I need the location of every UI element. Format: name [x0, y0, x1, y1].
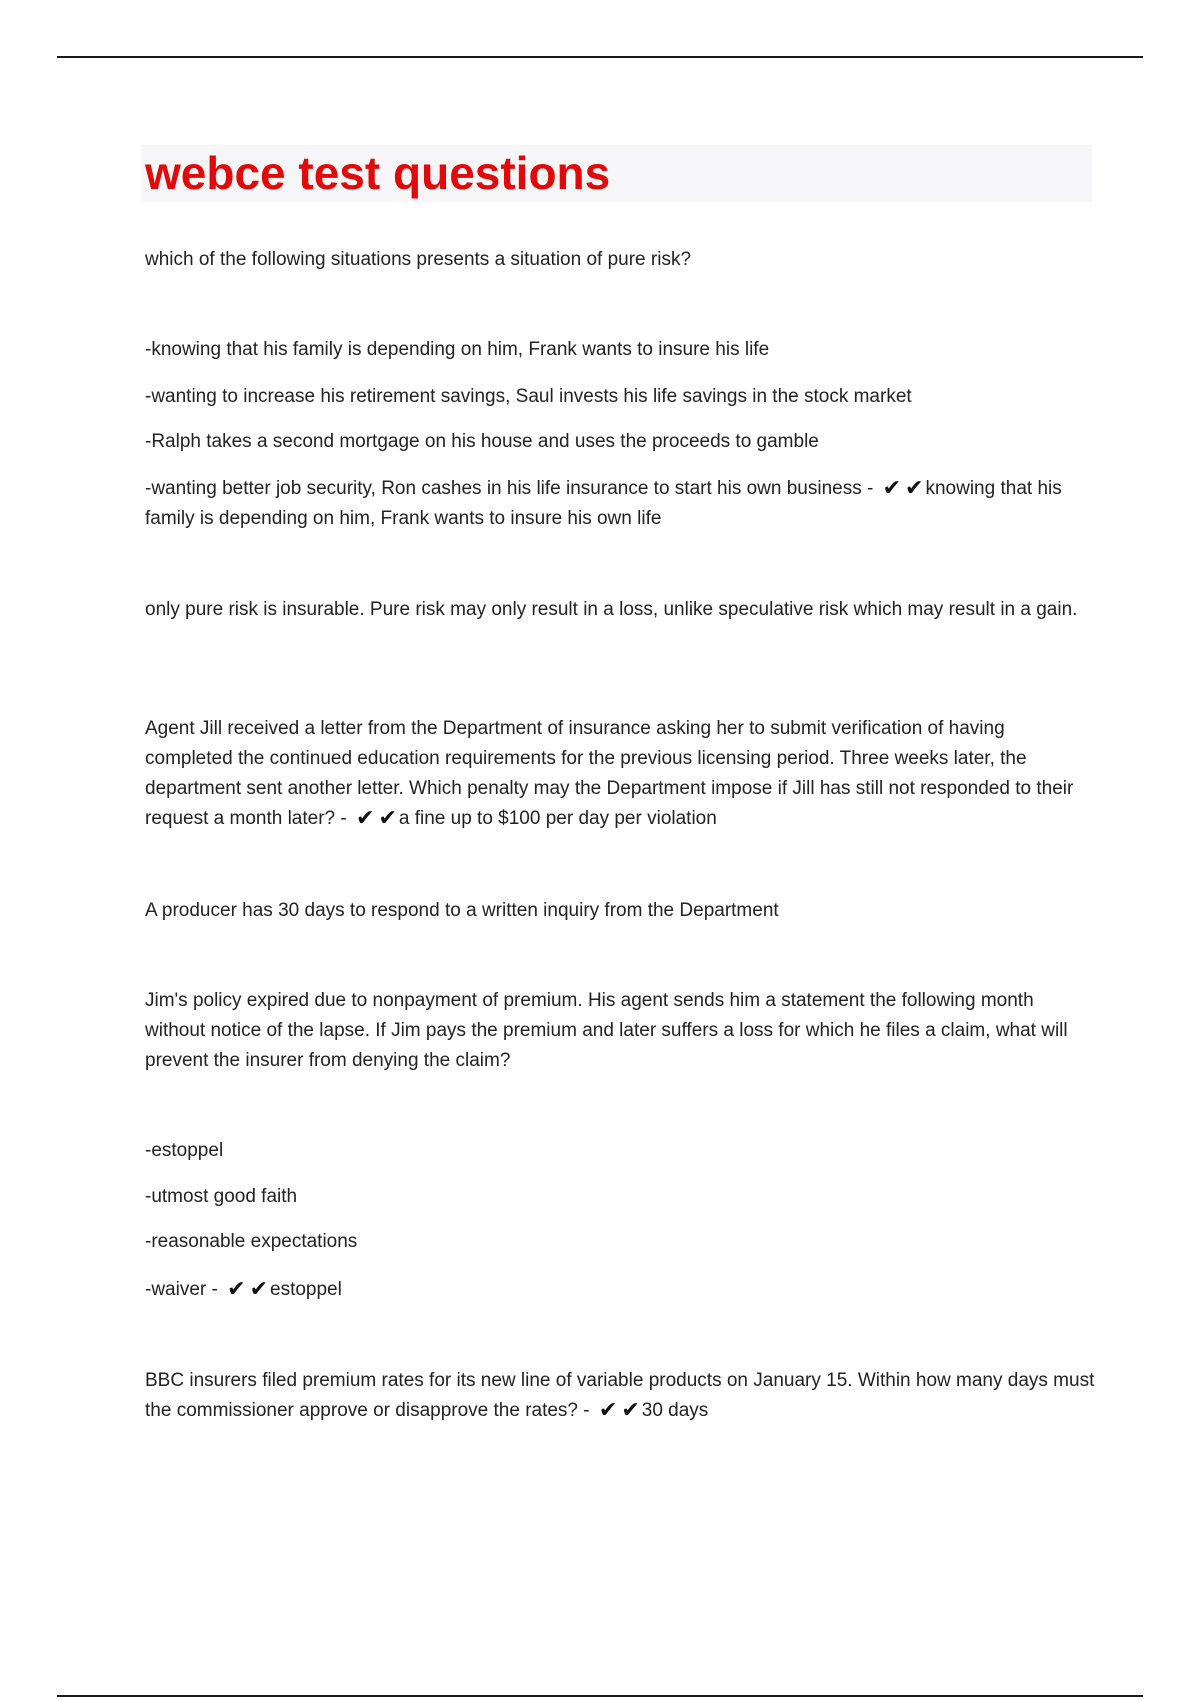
- check-icon: ✔: [378, 805, 397, 830]
- question-3-option: -utmost good faith: [145, 1186, 298, 1207]
- check-icon: ✔: [598, 1397, 618, 1422]
- check-icon: ✔: [227, 1276, 246, 1301]
- question-1-option: -wanting to increase his retirement savings, Saul invests his life savings in the stock market: [145, 386, 912, 407]
- check-icon: ✔: [882, 475, 902, 500]
- question-1-text: which of the following situations presents a situation of pure risk?: [145, 249, 692, 270]
- question-3-option: -waiver -: [145, 1279, 218, 1300]
- question-4-block: [145, 1366, 1095, 1426]
- question-1-last-option-with-answer: [145, 474, 1095, 534]
- question-4-text: BBC insurers filed premium rates for its new line of variable products on January 15. Within how many days must the commissioner approve or disapprove the rates? -: [145, 1370, 1095, 1421]
- check-icon: ✔: [621, 1397, 640, 1422]
- question-1-answer: knowing that his family is depending on him, Frank wants to insure his own life: [145, 478, 1062, 529]
- question-3-option: -reasonable expectations: [145, 1231, 358, 1252]
- check-icon: ✔: [356, 805, 375, 830]
- footer-rule: [57, 1695, 1143, 1697]
- question-3-last-option-with-answer: [145, 1275, 342, 1305]
- question-1-explanation: only pure risk is insurable. Pure risk may only result in a loss, unlike speculative risk which may result in a gain.: [145, 599, 1078, 620]
- question-3-text: Jim's policy expired due to nonpayment of premium. His agent sends him a statement the following month without notice of the lapse. If Jim pays the premium and later suffers a loss for which he files a claim, what will prevent the insurer from denying the claim?: [145, 990, 1068, 1071]
- question-3-answer: estoppel: [270, 1279, 342, 1300]
- page-title: webce test questions: [145, 147, 611, 199]
- question-1-option: -Ralph takes a second mortgage on his house and uses the proceeds to gamble: [145, 431, 819, 452]
- question-4-answer: 30 days: [641, 1400, 709, 1421]
- question-1-option: -wanting better job security, Ron cashes in his life insurance to start his own business -: [145, 478, 874, 499]
- check-icon: ✔: [249, 1276, 268, 1301]
- question-2-block: [145, 714, 1095, 834]
- question-1-option: -knowing that his family is depending on him, Frank wants to insure his life: [145, 339, 770, 360]
- question-2-answer: a fine up to $100 per day per violation: [398, 808, 717, 829]
- question-2-text: Agent Jill received a letter from the Department of insurance asking her to submit verification of having completed the continued education requirements for the previous licensing period. Three weeks later, the department sent another letter. Which penalty may the Department impose if Jill has still not responded to their request a month later? -: [145, 718, 1074, 829]
- header-rule: [57, 56, 1143, 58]
- check-icon: ✔: [905, 475, 924, 500]
- question-2-explanation: A producer has 30 days to respond to a written inquiry from the Department: [145, 900, 779, 921]
- question-3-option: -estoppel: [145, 1140, 224, 1161]
